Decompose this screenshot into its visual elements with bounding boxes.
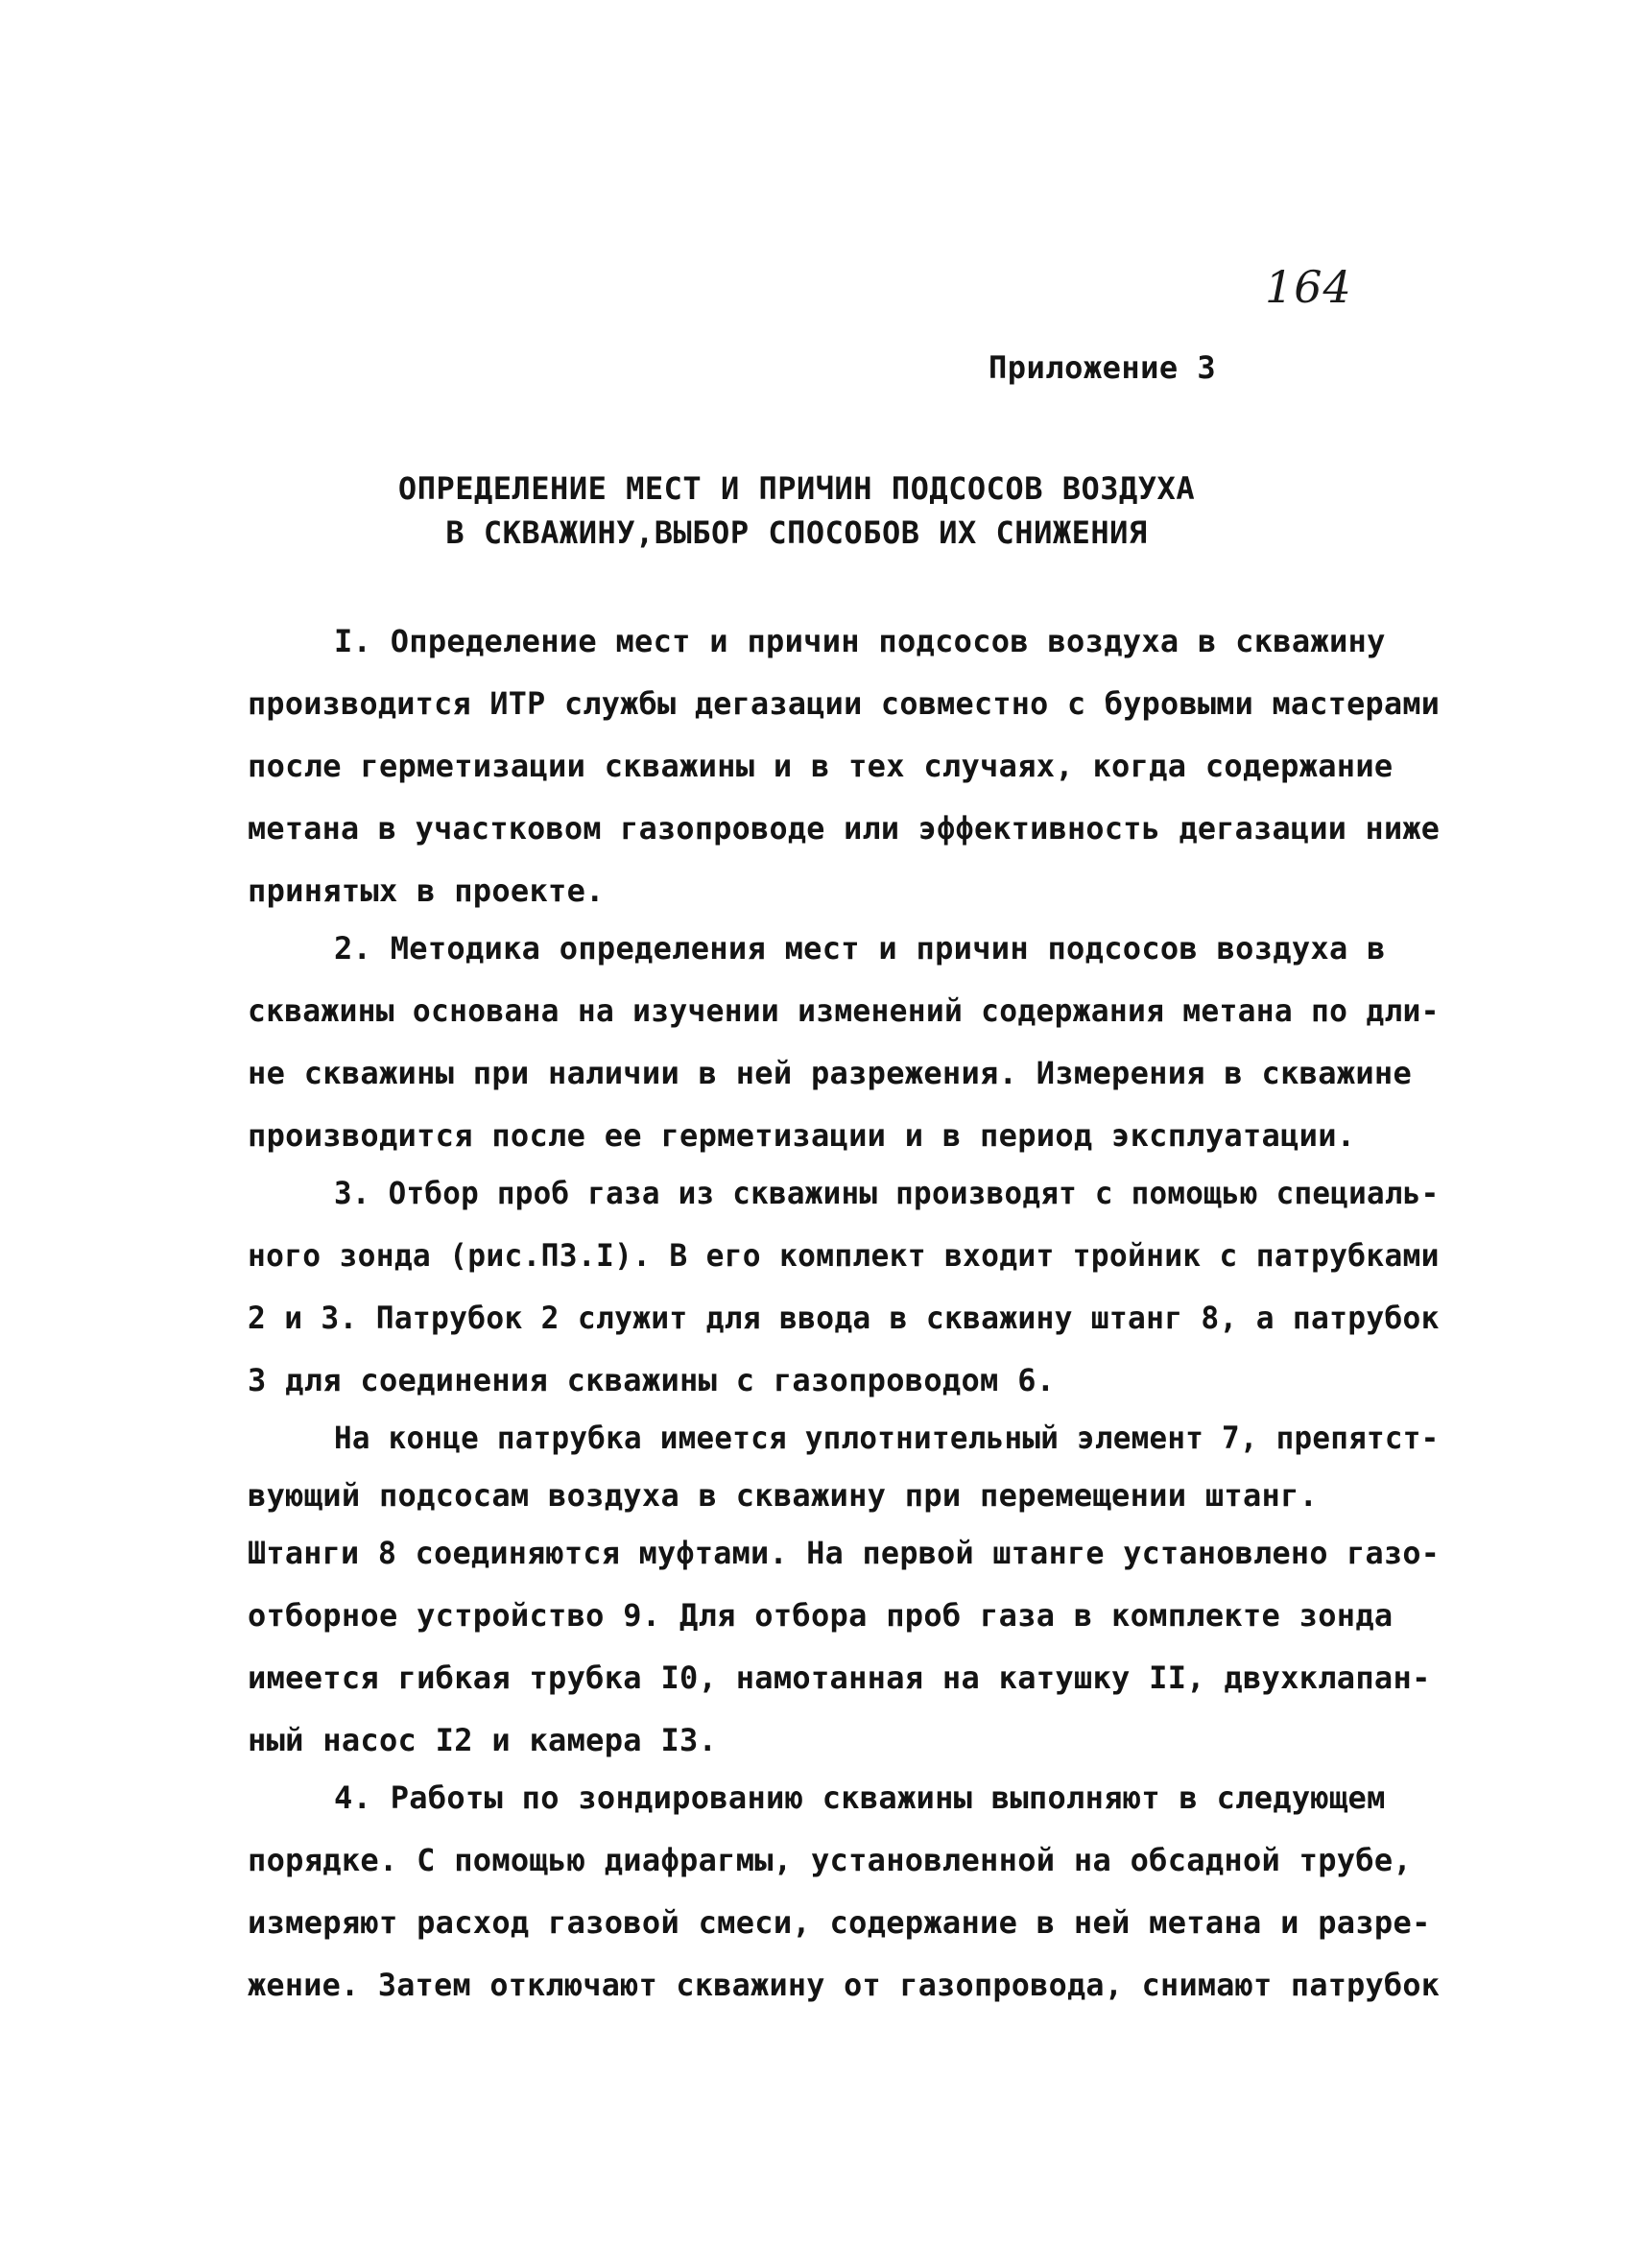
text-line: вующий подсосам воздуха в скважину при перемещении штанг. [248, 1477, 1319, 1514]
page-number: 164 [1265, 261, 1352, 313]
text-line: На конце патрубка имеется уплотнительный элемент 7, препятст- [334, 1420, 1440, 1456]
text-line: ный насос I2 и камера I3. [248, 1722, 718, 1758]
text-line: порядке. С помощью диафрагмы, установленной на обсадной трубе, [248, 1842, 1413, 1878]
text-line: скважины основана на изучении изменений содержания метана по дли- [248, 992, 1440, 1029]
text-line: 3. Отбор проб газа из скважины производят с помощью специаль- [334, 1175, 1440, 1211]
text-line: производится ИТР службы дегазации совместно с буровыми мастерами [248, 685, 1441, 722]
text-line: I. Определение мест и причин подсосов воздуха в скважину [334, 623, 1386, 659]
title-line: ОПРЕДЕЛЕНИЕ МЕСТ И ПРИЧИН ПОДСОСОВ ВОЗДУХА [397, 470, 1196, 507]
text-line: измеряют расход газовой смеси, содержание в ней метана и разре- [248, 1904, 1431, 1941]
text-line: 3 для соединения скважины с газопроводом 6. [248, 1362, 1056, 1398]
text-line: отборное устройство 9. Для отбора проб газа в комплекте зонда [248, 1597, 1394, 1634]
title-line: В СКВАЖИНУ,ВЫБОР СПОСОБОВ ИХ СНИЖЕНИЯ [445, 514, 1148, 551]
text-line: производится после ее герметизации и в период эксплуатации. [248, 1117, 1356, 1154]
text-line: принятых в проекте. [248, 872, 605, 909]
text-line: 2 и 3. Патрубок 2 служит для ввода в скважину штанг 8, а патрубок [248, 1300, 1440, 1336]
text-line: Штанги 8 соединяются муфтами. На первой штанге установлено газо- [248, 1535, 1441, 1571]
text-line: не скважины при наличии в ней разрежения. Измерения в скважине [248, 1055, 1413, 1091]
text-line: после герметизации скважины и в тех случаях, когда содержание [248, 748, 1394, 784]
text-line: метана в участковом газопроводе или эффективность дегазации ниже [248, 810, 1441, 847]
text-line: жение. Затем отключают скважину от газопровода, снимают патрубок [248, 1967, 1441, 2003]
text-line: имеется гибкая трубка I0, намотанная на катушку II, двухклапан- [248, 1659, 1431, 1696]
text-line: ного зонда (рис.П3.I). В его комплект входит тройник с патрубками [248, 1237, 1440, 1274]
text-line: 4. Работы по зондированию скважины выполняют в следующем [334, 1779, 1386, 1816]
appendix-label: Приложение 3 [989, 349, 1217, 386]
text-line: 2. Методика определения мест и причин подсосов воздуха в [334, 930, 1386, 967]
